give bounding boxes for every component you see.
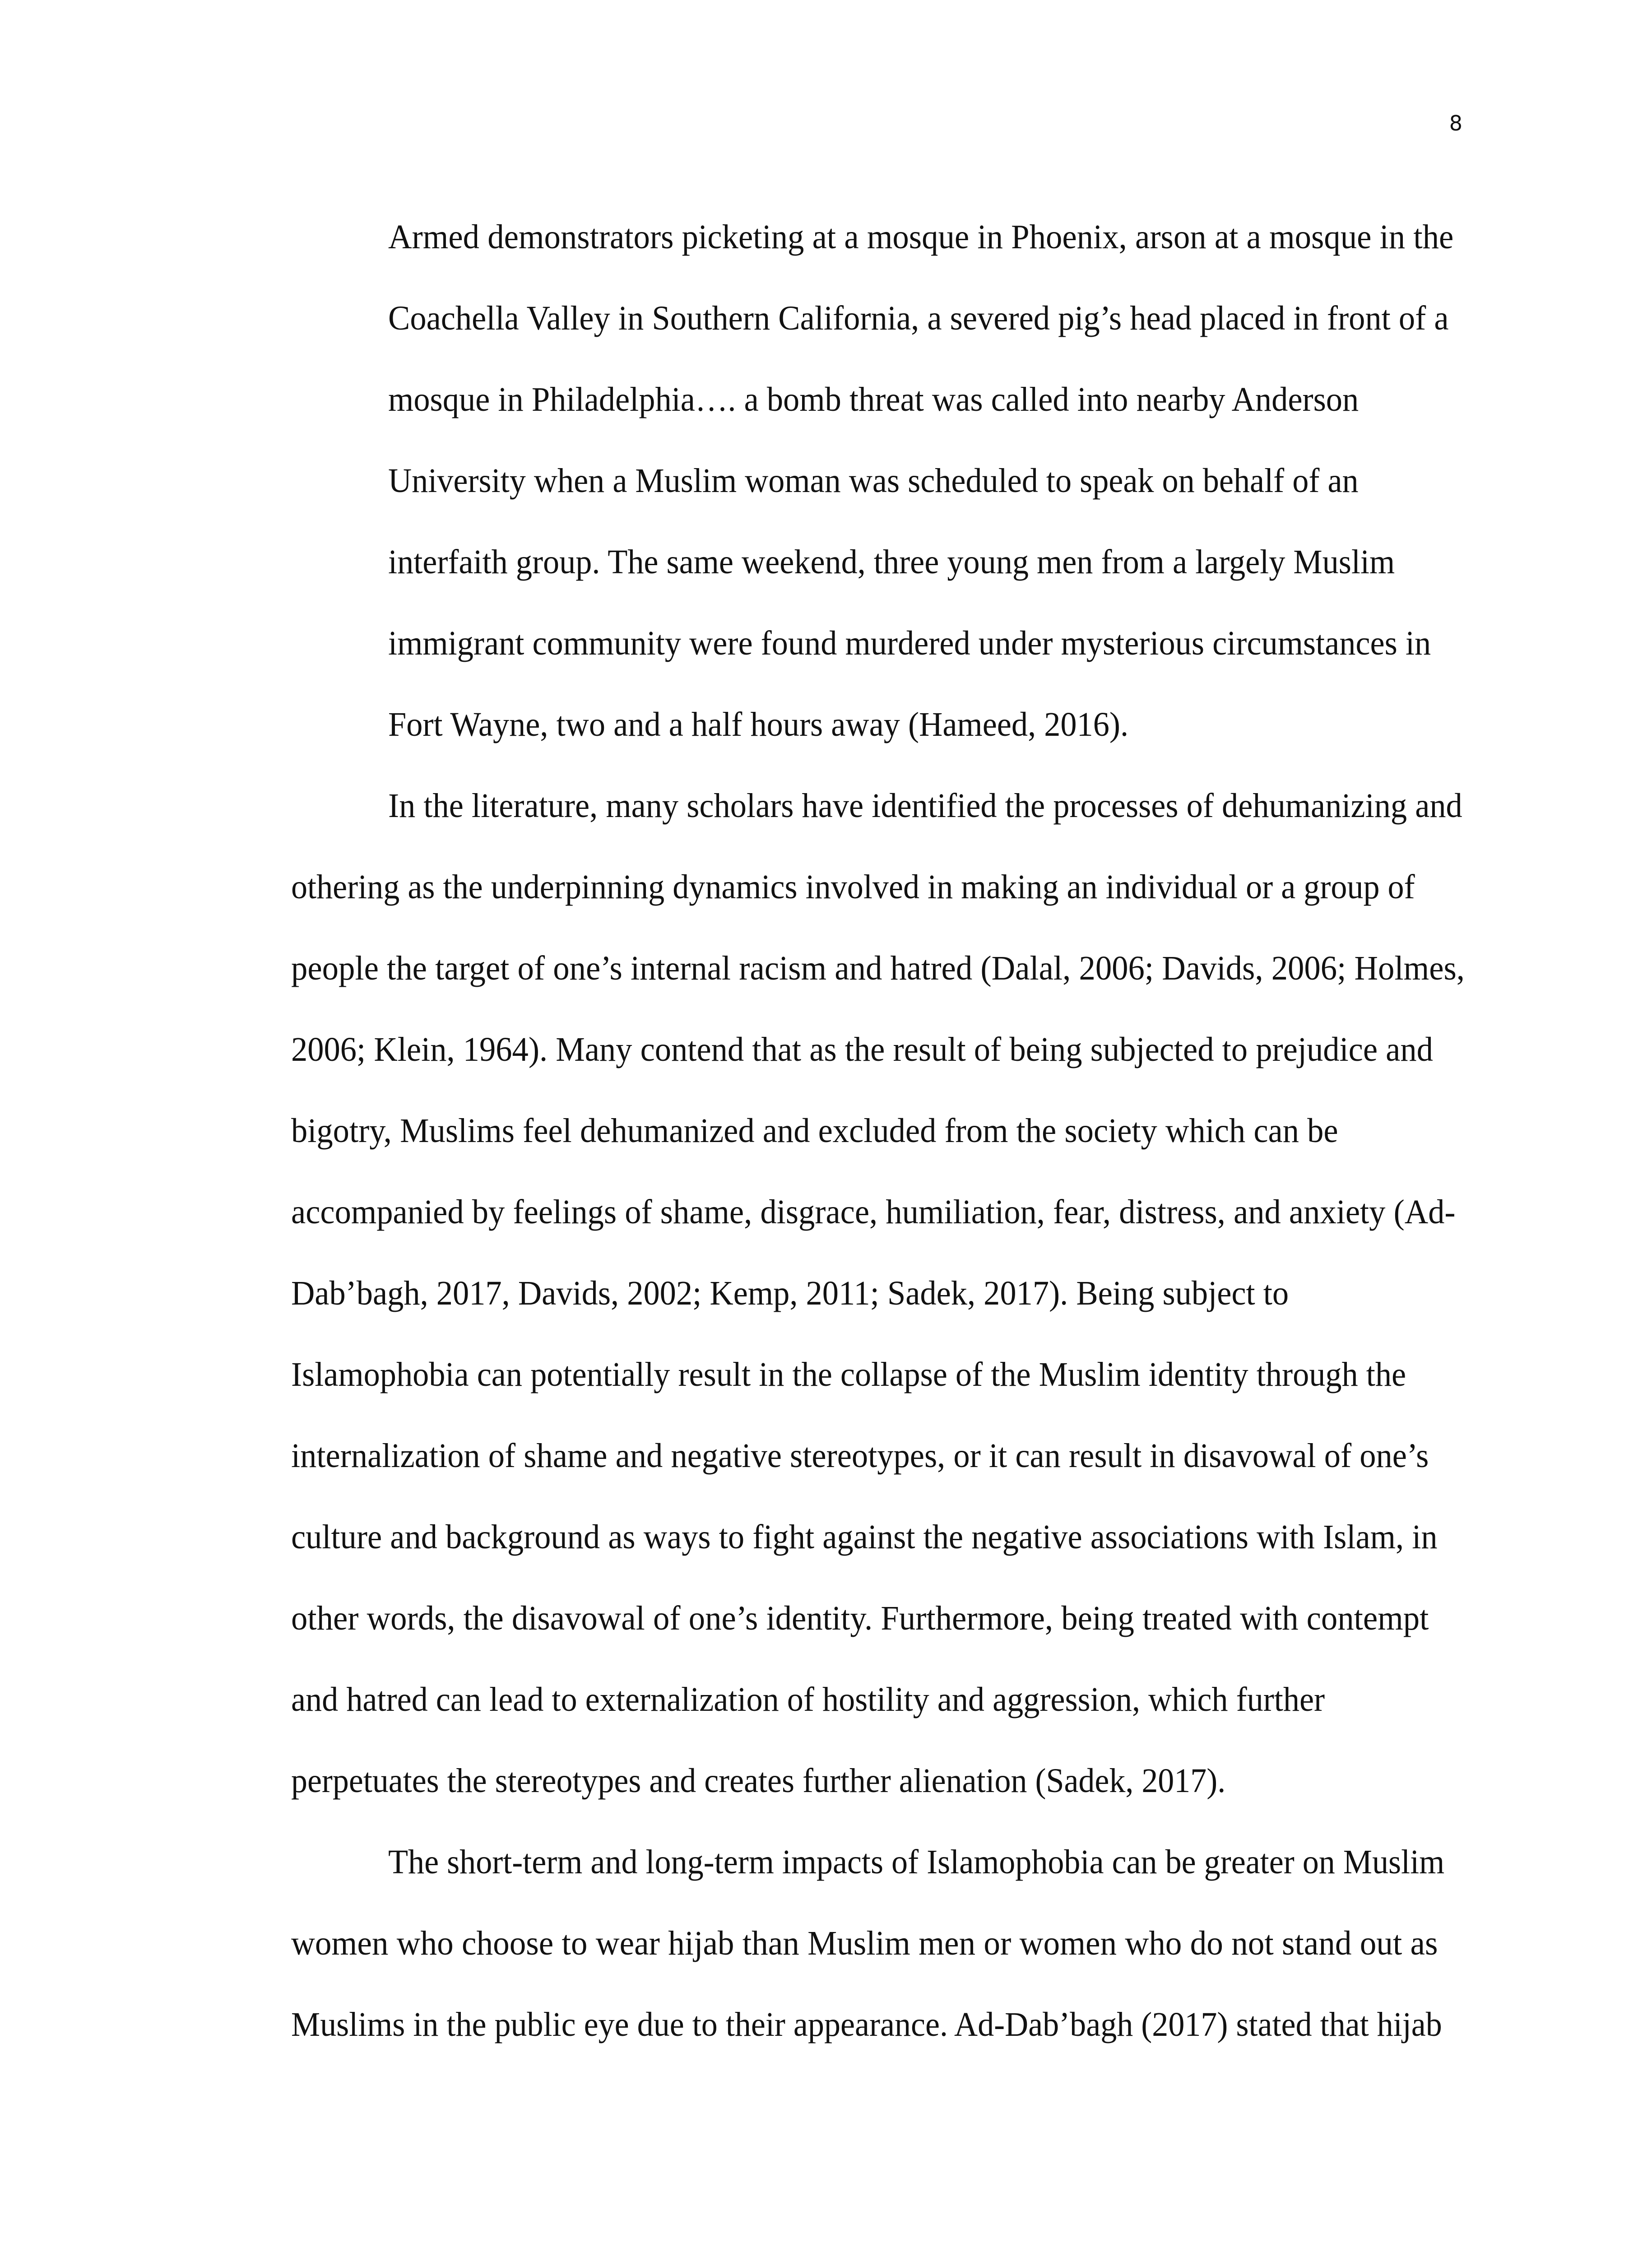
quote-line: Fort Wayne, two and a half hours away (Hameed, 2016). xyxy=(388,706,1129,743)
paragraph-line: and hatred can lead to externalization of hostility and aggression, which further xyxy=(291,1681,1325,1718)
quote-line: interfaith group. The same weekend, three young men from a largely Muslim xyxy=(388,543,1395,581)
paragraph-line: people the target of one’s internal racism and hatred (Dalal, 2006; Davids, 2006; Holmes, xyxy=(291,949,1465,987)
quote-line: immigrant community were found murdered under mysterious circumstances in xyxy=(388,624,1431,662)
paragraph-line: In the literature, many scholars have identified the processes of dehumanizing and xyxy=(388,787,1462,825)
paragraph-line: culture and background as ways to fight against the negative associations with Islam, in xyxy=(291,1518,1438,1556)
paragraph-line: perpetuates the stereotypes and creates further alienation (Sadek, 2017). xyxy=(291,1762,1226,1800)
quote-line: mosque in Philadelphia…. a bomb threat was called into nearby Anderson xyxy=(388,381,1359,418)
quote-line: University when a Muslim woman was scheduled to speak on behalf of an xyxy=(388,462,1359,500)
paragraph-line: other words, the disavowal of one’s identity. Furthermore, being treated with contempt xyxy=(291,1599,1429,1637)
paragraph-line: 2006; Klein, 1964). Many contend that as the result of being subjected to prejudice and xyxy=(291,1031,1433,1068)
paragraph-line: Muslims in the public eye due to their appearance. Ad-Dab’bagh (2017) stated that hijab xyxy=(291,2006,1442,2043)
paragraph-line: women who choose to wear hijab than Muslim men or women who do not stand out as xyxy=(291,1924,1438,1962)
paragraph-line: Dab’bagh, 2017, Davids, 2002; Kemp, 2011; Sadek, 2017). Being subject to xyxy=(291,1274,1289,1312)
paragraph-line: accompanied by feelings of shame, disgrace, humiliation, fear, distress, and anxiety (Ad- xyxy=(291,1193,1456,1231)
paragraph-line: othering as the underpinning dynamics involved in making an individual or a group of xyxy=(291,868,1415,906)
paragraph-line: Islamophobia can potentially result in the collapse of the Muslim identity through the xyxy=(291,1356,1406,1393)
paragraph-line: The short-term and long-term impacts of Islamophobia can be greater on Muslim xyxy=(388,1843,1445,1881)
paragraph-line: internalization of shame and negative stereotypes, or it can result in disavowal of one’s xyxy=(291,1437,1429,1475)
quote-line: Coachella Valley in Southern California, a severed pig’s head placed in front of a xyxy=(388,299,1449,337)
page-number: 8 xyxy=(1449,111,1462,135)
quote-line: Armed demonstrators picketing at a mosque in Phoenix, arson at a mosque in the xyxy=(388,218,1454,256)
paragraph-line: bigotry, Muslims feel dehumanized and excluded from the society which can be xyxy=(291,1112,1338,1150)
